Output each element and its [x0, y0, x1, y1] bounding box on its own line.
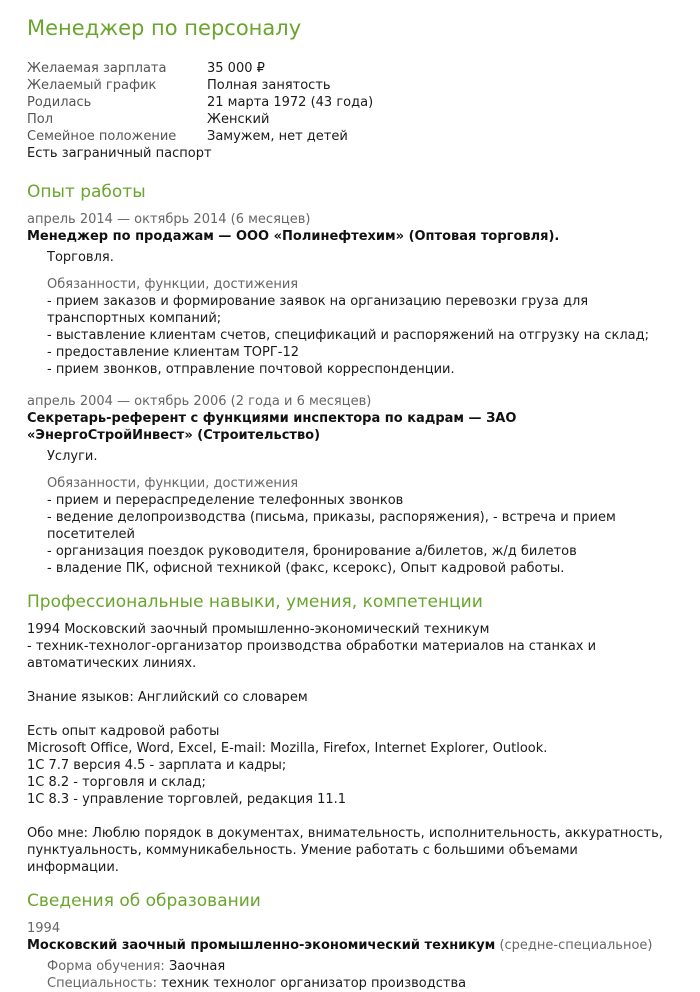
list-item: - организация поездок руководителя, бронирование а/билетов, ж/д билетов	[47, 544, 577, 559]
education-heading: Сведения об образовании	[27, 891, 261, 911]
list-item: - прием и перераспределение телефонных звонков	[47, 493, 404, 508]
duties-list	[27, 293, 670, 378]
skills-line: Microsoft Office, Word, Excel, E-mail: Mozilla, Firefox, Internet Explorer, Outlook.	[27, 741, 548, 756]
birth-value: 21 марта 1972 (43 года)	[207, 95, 374, 110]
birth-label: Родилась	[27, 95, 92, 110]
list-item: - прием заказов и формирование заявок на организацию перевозки груза для транспортных компаний;	[47, 294, 589, 326]
gender-value: Женский	[207, 112, 270, 127]
job-1	[27, 211, 670, 378]
salary-value: 35 000 ₽	[207, 61, 265, 76]
list-item: - владение ПК, офисной техникой (факс, ксерокс), Опыт кадровой работы.	[47, 561, 565, 576]
education-form-row	[27, 958, 670, 975]
list-item: - ведение делопроизводства (письма, приказы, распоряжения), - встреча и прием посетителей	[47, 510, 616, 542]
duties-label: Обязанности, функции, достижения	[47, 476, 299, 491]
salary-label: Желаемая зарплата	[27, 61, 167, 76]
gender-row	[27, 111, 670, 128]
personal-info	[27, 60, 670, 162]
job-2	[27, 393, 670, 577]
birth-row	[27, 94, 670, 111]
salary-row	[27, 60, 670, 77]
schedule-value: Полная занятость	[207, 78, 331, 93]
education-specialty-value: техник технолог организатор производства	[161, 976, 467, 991]
languages-text: Знание языков: Английский со словарем	[27, 690, 308, 705]
skills-line: 1С 7.7 версия 4.5 - зарплата и кадры;	[27, 758, 287, 773]
job-position: Секретарь-референт с функциями инспектора по кадрам — ЗАО «ЭнергоСтройИнвест» (Строительство)	[27, 411, 517, 443]
list-item: - выставление клиентам счетов, спецификаций и распоряжений на отгрузку на склад;	[47, 328, 649, 343]
family-label: Семейное положение	[27, 129, 177, 144]
gender-label: Пол	[27, 112, 54, 127]
education-form-value: Заочная	[168, 959, 226, 974]
family-row	[27, 128, 670, 145]
education-level: (средне-специальное)	[499, 938, 653, 953]
skills-section	[27, 621, 670, 876]
duties-label: Обязанности, функции, достижения	[47, 277, 299, 292]
skills-line: 1С 8.2 - торговля и склад;	[27, 775, 206, 790]
passport-note: Есть заграничный паспорт	[27, 146, 212, 161]
resume-title: Менеджер по персоналу	[27, 16, 302, 40]
duties-list	[27, 492, 670, 577]
job-industry: Услуги.	[47, 449, 98, 464]
list-item: - прием звонков, отправление почтовой корреспонденции.	[47, 362, 455, 377]
about-me-text: Обо мне: Люблю порядок в документах, внимательность, исполнительность, аккуратность, пунктуальность, коммуникабельность. Умение работать с большими объемами информации.	[27, 826, 663, 875]
education-form-label: Форма обучения:	[47, 959, 165, 974]
education-specialty-label: Специальность:	[47, 976, 158, 991]
skills-heading: Профессиональные навыки, умения, компетенции	[27, 592, 483, 612]
list-item: - предоставление клиентам ТОРГ-12	[47, 345, 300, 360]
education-specialty-row	[27, 975, 670, 992]
schedule-label: Желаемый график	[27, 78, 157, 93]
schedule-row	[27, 77, 670, 94]
education-section	[27, 920, 670, 992]
family-value: Замужем, нет детей	[207, 129, 348, 144]
skills-paragraph: - техник-технолог-организатор производства обработки материалов на станках и автоматических линиях.	[27, 639, 597, 671]
education-institution: Московский заочный промышленно-экономический техникум	[27, 938, 496, 953]
skills-paragraph: 1994 Московский заочный промышленно-экономический техникум	[27, 622, 490, 637]
skills-line: 1С 8.3 - управление торговлей, редакция 11.1	[27, 792, 347, 807]
job-period: апрель 2014 — октябрь 2014 (6 месяцев)	[27, 212, 311, 227]
job-industry: Торговля.	[47, 250, 114, 265]
job-position: Менеджер по продажам — ООО «Полинефтехим» (Оптовая торговля).	[27, 229, 560, 244]
education-year: 1994	[27, 921, 61, 936]
job-period: апрель 2004 — октябрь 2006 (2 года и 6 месяцев)	[27, 394, 372, 409]
experience-heading: Опыт работы	[27, 182, 146, 202]
education-institution-row	[27, 937, 670, 954]
skills-line: Есть опыт кадровой работы	[27, 724, 220, 739]
